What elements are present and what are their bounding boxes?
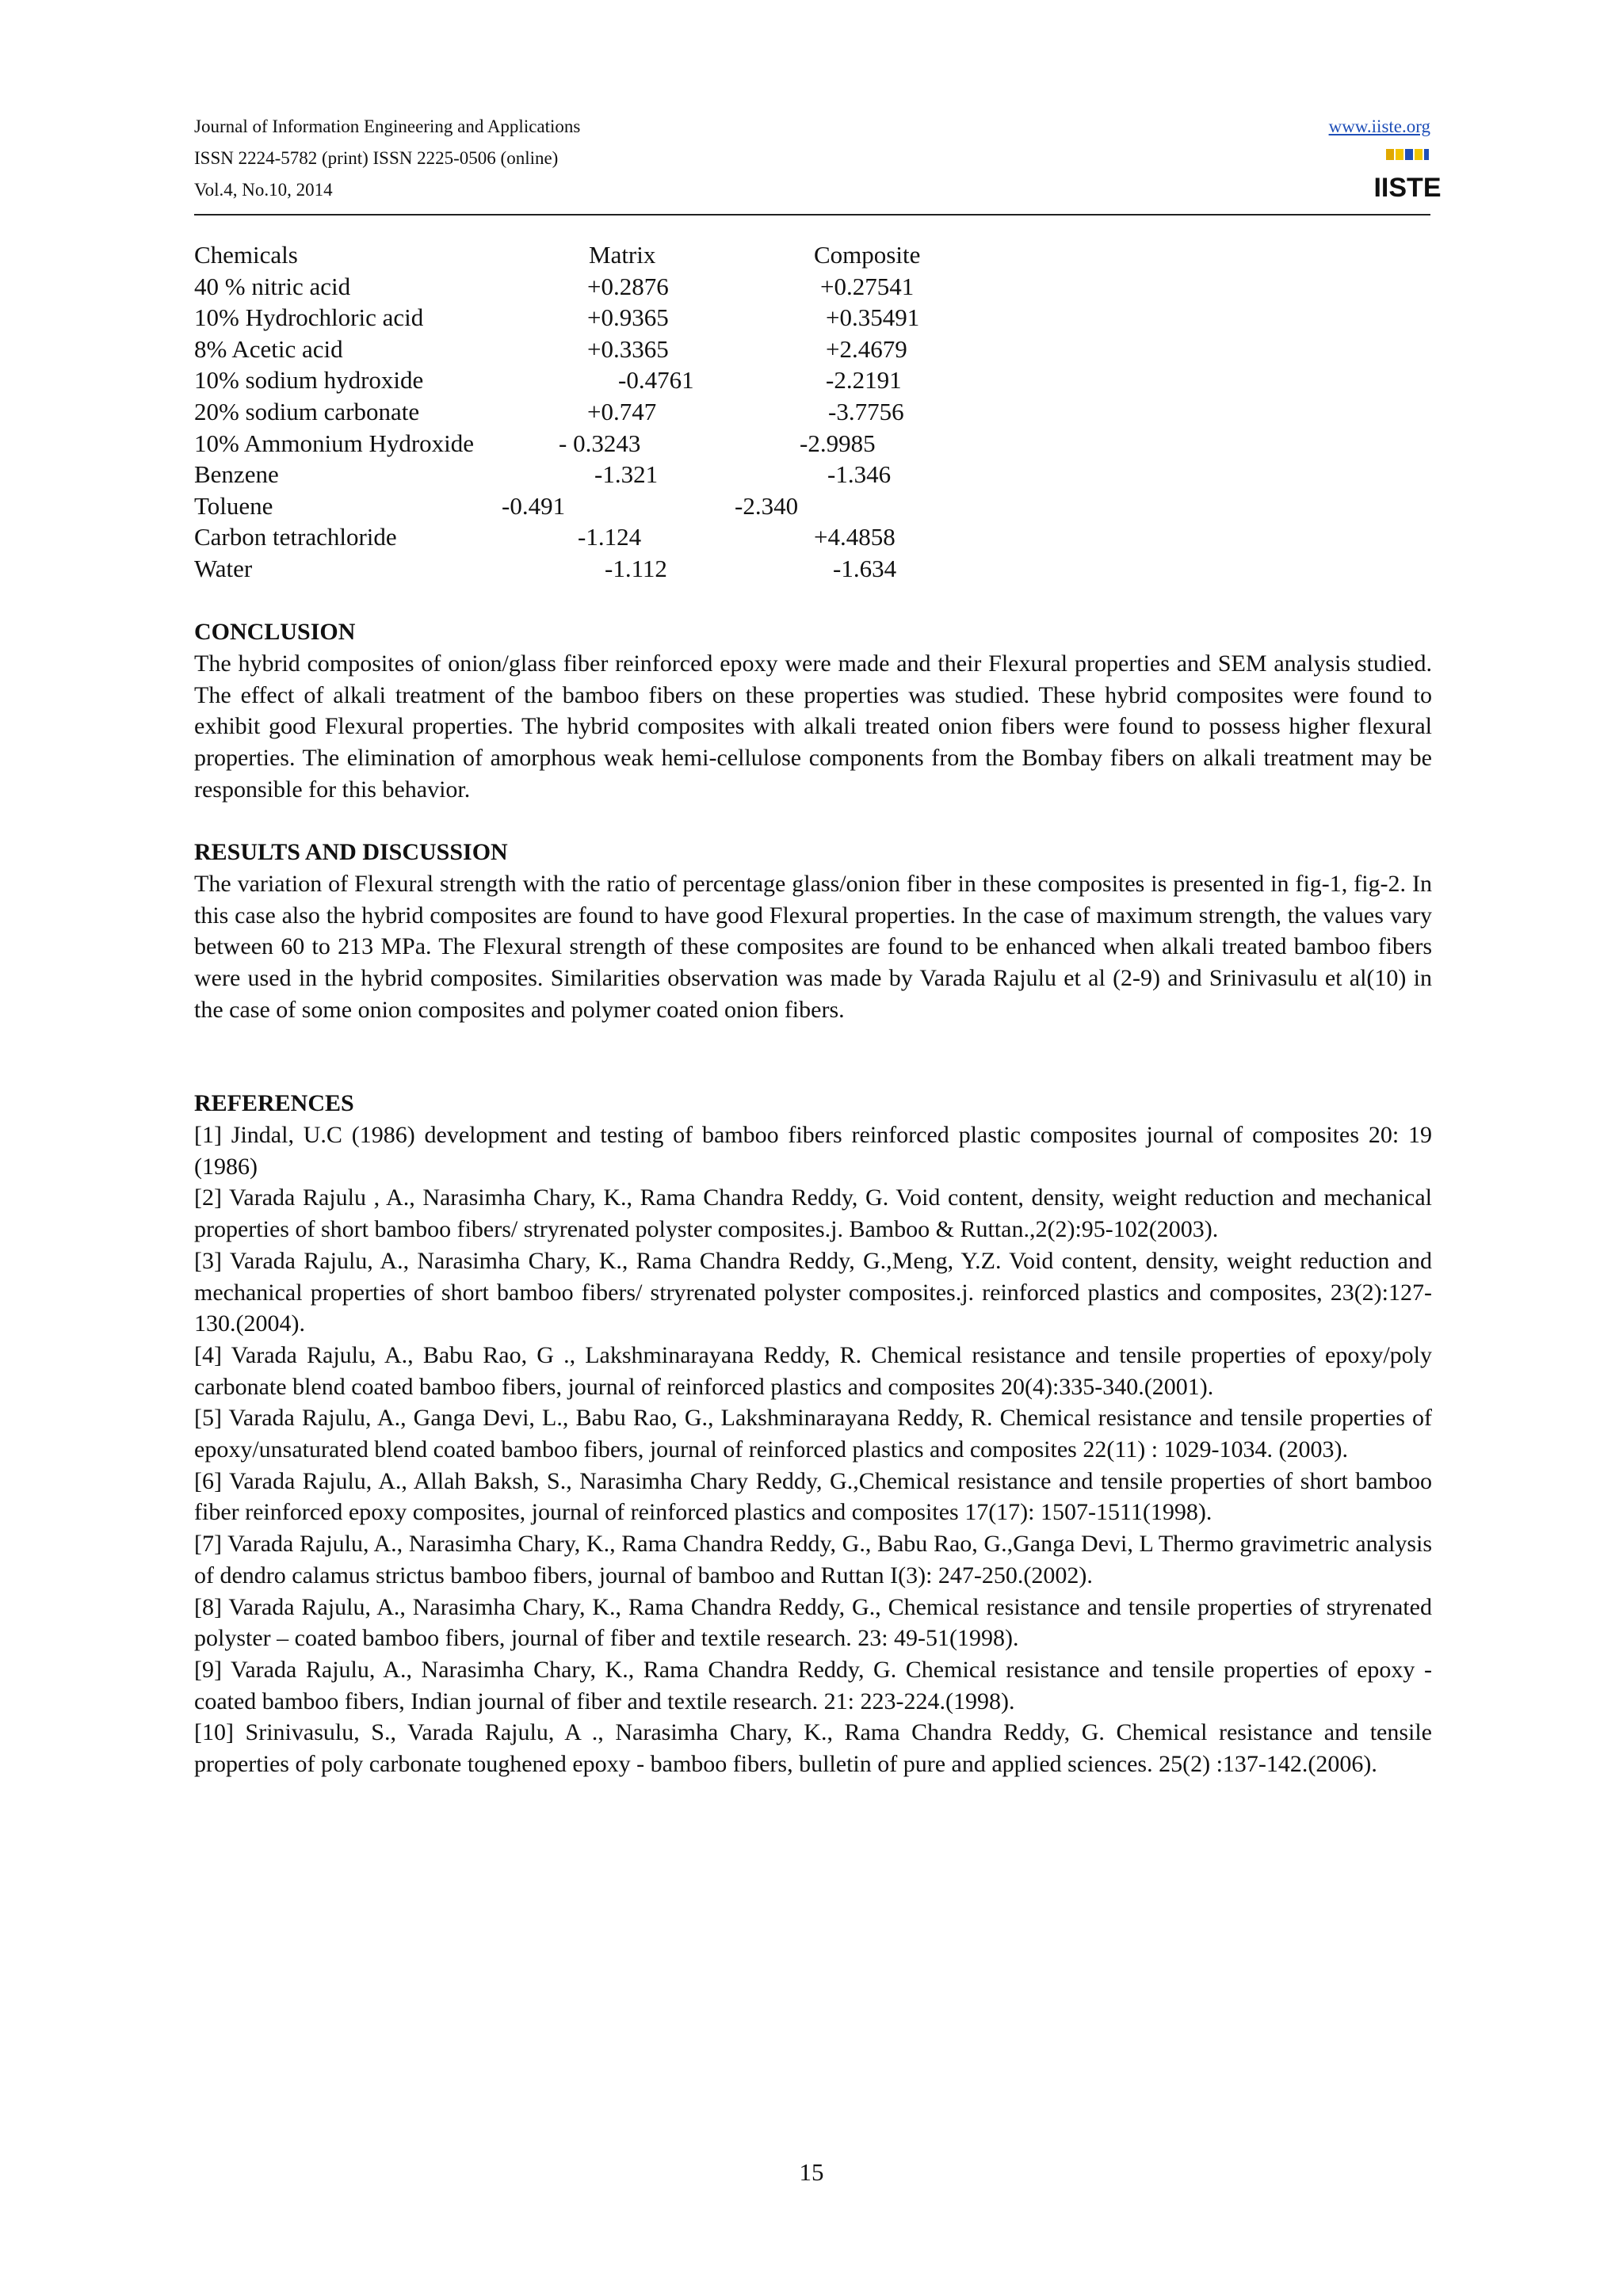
- results-heading: RESULTS AND DISCUSSION: [194, 839, 508, 865]
- journal-volume: Vol.4, No.10, 2014: [194, 180, 333, 200]
- table-cell: +0.747: [587, 397, 657, 425]
- table-cell: -1.634: [833, 554, 897, 582]
- table-cell: 10% sodium hydroxide: [194, 366, 424, 395]
- logo-text: IISTE: [1373, 173, 1442, 203]
- table-cell: +4.4858: [814, 523, 896, 551]
- table-cell: 40 % nitric acid: [194, 272, 351, 300]
- table-row: [194, 396, 987, 428]
- table-cell: 10% Ammonium Hydroxide: [194, 429, 475, 457]
- reference-item: [7] Varada Rajulu, A., Narasimha Chary, K., Rama Chandra Reddy, G., Babu Rao, G.,Ganga Devi, L Thermo gravimetric analysis of dendro calamus strictus bamboo fibers, journal of bamboo and Ruttan I(3): 247-250.(2002).: [194, 1531, 1432, 1589]
- conclusion-text: The hybrid composites of onion/glass fiber reinforced epoxy were made and their Flexural properties and SEM analysis studied. The effect of alkali treatment of the bamboo fibers on these properties was studied. These hybrid composites were found to exhibit good Flexural properties. The hybrid composites with alkali treated onion fibers were found to possess higher flexural properties. The elimination of amorphous weak hemi-cellulose components from the Bombay fibers on alkali treatment may be responsible for this behavior.: [194, 650, 1432, 803]
- table-row: [194, 459, 987, 490]
- table-cell: -2.9985: [800, 429, 876, 457]
- journal-issn: ISSN 2224-5782 (print) ISSN 2225-0506 (online): [194, 148, 559, 168]
- table-header-cell: Matrix: [589, 241, 656, 269]
- chemical-resistance-table: [194, 239, 987, 585]
- reference-item: [9] Varada Rajulu, A., Narasimha Chary, K., Rama Chandra Reddy, G. Chemical resistance and tensile properties of epoxy - coated bamboo fibers, Indian journal of fiber and textile research. 21: 223-224.(1998).: [194, 1656, 1432, 1714]
- references-heading: REFERENCES: [194, 1090, 354, 1116]
- table-cell: -2.340: [735, 491, 799, 520]
- table-cell: Carbon tetrachloride: [194, 523, 397, 551]
- table-header-cell: Composite: [814, 241, 921, 269]
- table-cell: -1.321: [594, 460, 659, 489]
- table-cell: Benzene: [194, 460, 279, 489]
- results-text: The variation of Flexural strength with the ratio of percentage glass/onion fiber in these composites is presented in fig-1, fig-2. In this case also the hybrid composites are found to have good Flexural properties. In the case of maximum strength, the values vary between 60 to 213 MPa. The Flexural strength of these composites are found to be enhanced when alkali treated bamboo fibers were used in the hybrid composites. Similarities observation was made by Varada Rajulu et al (2-9) and Srinivasulu et al(10) in the case of some onion composites and polymer coated onion fibers.: [194, 871, 1432, 1023]
- table-row: [194, 364, 987, 396]
- table-cell: - 0.3243: [559, 429, 641, 457]
- table-cell: 10% Hydrochloric acid: [194, 303, 424, 332]
- journal-website-link[interactable]: www.iiste.org: [1328, 116, 1430, 136]
- reference-item: [3] Varada Rajulu, A., Narasimha Chary, K., Rama Chandra Reddy, G.,Meng, Y.Z. Void content, density, weight reduction and mechanical properties of short bamboo fibers/ stryrenated polyster composites.j. reinforced plastics and composites, 23(2):127-130.(2004).: [194, 1247, 1432, 1337]
- journal-title: Journal of Information Engineering and Applications: [194, 116, 581, 136]
- table-cell: +0.35491: [826, 303, 920, 332]
- page-number: 15: [799, 2158, 824, 2186]
- table-row: [194, 334, 987, 365]
- reference-item: [6] Varada Rajulu, A., Allah Baksh, S., Narasimha Chary Reddy, G.,Chemical resistance and tensile properties of short bamboo fiber reinforced epoxy composites, journal of reinforced plastics and composites 17(17): 1507-1511(1998).: [194, 1467, 1432, 1526]
- table-cell: -2.2191: [826, 366, 902, 395]
- table-cell: -1.124: [578, 523, 642, 551]
- table-cell: -1.112: [605, 554, 667, 582]
- references-section: [194, 1088, 1432, 1780]
- reference-item: [10] Srinivasulu, S., Varada Rajulu, A ., Narasimha Chary, K., Rama Chandra Reddy, G. Chemical resistance and tensile properties of poly carbonate toughened epoxy - bamboo fibers, bulletin of pure and applied sciences. 25(2) :137-142.(2006).: [194, 1719, 1432, 1778]
- table-cell: 8% Acetic acid: [194, 334, 343, 363]
- conclusion-section: [194, 616, 1432, 806]
- table-row: [194, 553, 987, 585]
- table-cell: Toluene: [194, 491, 273, 520]
- table-cell: -0.491: [502, 491, 566, 520]
- table-row: [194, 271, 987, 303]
- table-row: [194, 521, 987, 553]
- table-row: [194, 490, 987, 522]
- header-divider: [194, 214, 1430, 215]
- table-cell: 20% sodium carbonate: [194, 397, 420, 425]
- journal-header: [194, 111, 1442, 214]
- conclusion-heading: CONCLUSION: [194, 619, 356, 645]
- table-cell: -0.4761: [618, 366, 694, 395]
- reference-item: [5] Varada Rajulu, A., Ganga Devi, L., Babu Rao, G., Lakshminarayana Reddy, R. Chemical resistance and tensile properties of epoxy/unsaturated blend coated bamboo fibers, journal of reinforced plastics and composites 22(11) : 1029-1034. (2003).: [194, 1405, 1432, 1463]
- table-row: [194, 302, 987, 334]
- table-cell: +0.2876: [587, 272, 669, 300]
- reference-item: [4] Varada Rajulu, A., Babu Rao, G ., Lakshminarayana Reddy, R. Chemical resistance and tensile properties of epoxy/poly carbonate blend coated bamboo fibers, journal of reinforced plastics and composites 20(4):335-340.(2001).: [194, 1341, 1432, 1400]
- results-section: [194, 837, 1432, 1026]
- iiste-logo: [1373, 147, 1442, 203]
- reference-item: [1] Jindal, U.C (1986) development and testing of bamboo fibers reinforced plastic composites journal of composites 20: 19 (1986): [194, 1122, 1432, 1180]
- table-header-row: [194, 239, 987, 271]
- reference-item: [8] Varada Rajulu, A., Narasimha Chary, K., Rama Chandra Reddy, G., Chemical resistance and tensile properties of stryrenated polyster – coated bamboo fibers, journal of fiber and textile research. 23: 49-51(1998).: [194, 1593, 1432, 1652]
- table-cell: +0.9365: [587, 303, 669, 332]
- table-cell: -3.7756: [828, 397, 904, 425]
- table-cell: -1.346: [827, 460, 892, 489]
- table-cell: +0.27541: [820, 272, 915, 300]
- table-header-cell: Chemicals: [194, 241, 298, 269]
- table-cell: +0.3365: [587, 334, 669, 363]
- table-row: [194, 428, 987, 460]
- table-cell: +2.4679: [826, 334, 907, 363]
- table-cell: Water: [194, 554, 253, 582]
- reference-item: [2] Varada Rajulu , A., Narasimha Chary, K., Rama Chandra Reddy, G. Void content, density, weight reduction and mechanical properties of short bamboo fibers/ stryrenated polyster composites.j. Bamboo & Ruttan.,2(2):95-102(2003).: [194, 1184, 1432, 1243]
